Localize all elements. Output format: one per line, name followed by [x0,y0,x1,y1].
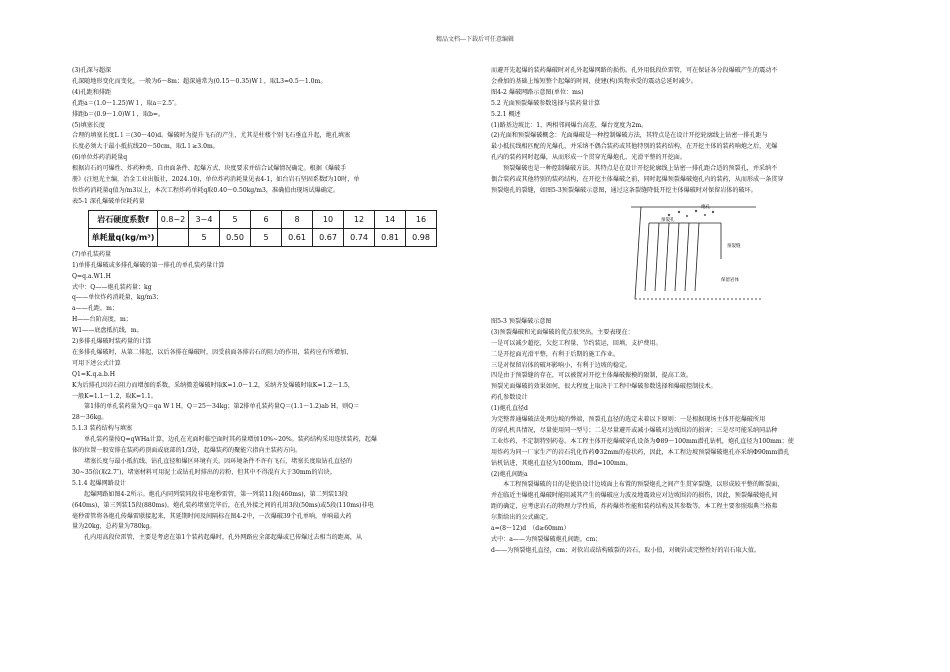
formula: Q=q.a.W1.H [72,272,111,280]
debris-mark [668,214,670,216]
presplit-diagram [621,199,771,311]
text-line: 长度必须大于最小抵抗线20～50cm，取L１≥3.0m。 [72,143,219,151]
table-cell: 12 [344,210,375,228]
text-line: 体的位置一般安排在装药药顶面或底部的1/3处，起爆装药的聚能穴指向主装药方向。 [72,447,302,455]
table-cell: 16 [406,210,437,228]
text-line: 钻机钻进，其炮孔直径为100mm，即d=100mm。 [491,459,632,467]
text-line: q——单位炸药消耗量，kg/m3； [72,294,163,302]
text-line: 起爆网路如图4-2所示。炮孔内同列装同段非电毫秒雷管，第一列装11段(460ms)，第二列装13段 [84,490,348,498]
hole-line [655,223,659,291]
text-line: (3)预裂爆破和光面爆破的优点很突出，主要表现在： [491,328,634,336]
text-line: (5)填塞长度 [72,121,106,129]
text-line: 1)单排孔爆破或多排孔爆破的第一排孔的单孔装药量计算 [72,261,225,269]
text-line: 2)多排孔爆破时装药量的计算 [72,338,152,346]
text-line: 本工程预裂爆破的目的是使沿设计边坡面上布置的预裂炮孔之间产生贯穿裂缝，以形成较平整的断裂面， [503,481,784,489]
table-caption: 表5-1 深孔爆破单位耗药量 [72,197,145,205]
text-line: 预裂光面爆破的效果如何，很大程度上取决于工程中爆破参数选择和爆破控制技术。 [491,383,717,391]
section-heading: 5.2 光面预裂爆破参数选择与装药量计算 [491,99,601,107]
left-column [72,66,464,544]
hole-line [675,223,679,291]
text-line: 一是可以减少超挖，欠挖工程量，节约装运，回填，支护费用。 [491,339,662,347]
table-cell: 0.61 [282,228,313,246]
text-line: 孔内用高段位雷管，主要是考虑在第1个装药起爆时，孔外网路应全部起爆或已传爆过去相当的距离，从 [84,534,363,542]
table-cell: 10 [313,210,344,228]
figure-caption: 图4-2 爆破网路示意图(单位：ms) [491,88,584,96]
table-header-cell: 岩石硬度系数f [89,210,158,228]
figure-caption: 图5-3 预裂爆破示意图 [491,317,552,325]
text-line: 三是对保留岩体的破坏影响小，有利于边坡的稳定。 [491,361,632,369]
text-line: 预裂炮孔的裂缝，如图5-3预裂爆破示意图，通过这条裂缝降低开挖主体爆破时对保留岩体的破坏。 [491,186,757,194]
text-line: 一般K=1.1～1.2，取K=1.1。 [72,392,157,400]
text-line: 用炸药为同一厂家生产的岩石乳化炸药Φ32mm的卷状药，因此，本工程边坡预裂爆破炮孔亦采纳Φ90mm潜孔 [491,448,790,456]
text-line: W1——底盘抵抗线，m。 [72,327,143,335]
text-line: a——孔距，m； [72,305,118,313]
section-heading: 5.1.3 装药结构与填塞 [72,425,133,433]
formula: Q1=K.q.a.b.H [72,370,116,378]
text-line: 并在临近主爆炮孔爆破时能阻减其产生的爆破应力波及地震效应对边坡围岩的损伤，因此，预裂爆破炮孔间 [491,492,778,500]
text-line: 30~35倍(取2.7″)，堵塞材料可用泥土或钻孔时排出的岩粉，但其中不得混有大于30mm的岩块。 [72,468,336,476]
text-line: 孔距a＝(1.0～1.25)W１，取a＝2.5″。 [72,99,181,107]
text-line: 孔内的装药同时起爆，从而形成一个贯穿光爆炮孔、光滑平整的开挖面。 [491,154,686,162]
section-heading: 药孔参数设计 [491,394,528,402]
text-line: 单孔装药量按Q=qWHa计算，边孔在光面时临空面时其药量增加10%~20%。装药结构采用连续装药，起爆 [84,436,377,444]
table-cell: 14 [375,210,406,228]
table-cell: 5 [220,210,251,228]
text-line: 距的确定，应考虑岩石的物理力学性质，炸药爆炸性能和装药结构及其参数等。本工程主要参照瑞典兰格弗 [491,503,778,511]
text-line: 四是由于预裂缝的存在，可以被置对开挖主体爆破振模的限制，提高工效。 [491,372,693,380]
text-line: 式中：a——为预裂爆破炮孔间距，cm； [491,536,602,543]
table-cell: 6 [251,210,282,228]
right-column [491,66,883,557]
table-cell: 0.8~2 [158,210,189,228]
slope-line [635,207,641,299]
formula: a=(8～12)d （d≥60mm） [491,525,570,533]
text-line: d——为预裂炮孔直径，cm；对软岩或结构破裂的岩石，取小值，对硬岩或完整性好的岩石取大值。 [491,546,761,554]
table-cell: 0.74 [344,228,375,246]
text-line: 位炸药消耗量q值为/m3以上，本次工程炸药单耗q取0.40～0.50kg/m3，准确值由现场试爆确定。 [72,186,340,194]
table-cell: 5 [251,228,282,246]
section-heading: 5.1.4 起爆网路设计 [72,479,127,487]
table-header-cell: 单耗量q(kg/m³) [89,228,158,246]
text-line: 堵塞长度与最小抵抗线、钻孔直径和爆区环境有关。因环境条件不许有飞石，堵塞长度取钻孔直径的 [84,458,353,465]
debris-mark [712,211,714,213]
debris-mark [704,214,706,216]
presplit-figure [491,199,883,314]
label-crack: 预裂缝 [727,243,741,249]
text-line: H——台阶高度，m； [72,316,132,324]
text-line: (4)孔距和排距 [72,88,112,96]
text-line: 预裂爆破也是一种控制爆破方法。其特点是在设计开挖轮廓线上钻密一排孔距合适的预裂孔，并采纳不 [503,165,778,173]
text-line: (6)单位炸药消耗量q [72,154,128,162]
text-line: (7)单孔装药量 [72,250,112,258]
text-line: 最小抵抗线相匹配的光爆孔，并采纳不偶合装药或其他特别的装药结构，在开挖主体的装药响炮之后，光爆 [491,143,778,151]
text-line: 毫秒雷管将各炮孔传爆雷联接起来，其延期时间及间隔标在图4-2中，一次爆破39个孔单响，单响最大药 [72,512,352,520]
table-cell: 0.81 [375,228,406,246]
debris-mark [695,210,697,212]
text-line: 在多排孔爆破时，从第二排起，以后各排在爆破时，因受前面各排岩石的阻力的作用，装药应有所增加， [72,348,353,356]
text-line: 为完整普通爆破法处理边坡的弊端，预裂孔直径的选定未着以下原则：一是根据现场主体开挖爆破所用 [491,416,766,424]
text-line: 可用下述公式计算 [72,359,121,367]
section-heading: 5.2.1 概述 [491,110,521,118]
label-holes: 炮孔 [701,204,710,210]
consumption-table [88,210,437,247]
text-line: 合理的填塞长度L１＝(30～40)d。爆破时为提升飞石的产生，尤其是柱楼个别飞石垂直升起，炮孔填塞 [72,132,351,140]
text-line: 尔斯给出的公式确定。 [491,514,552,522]
text-line: 根据岩石的可爆性、炸药种类、自由面条件、起爆方式、块度要求并结合试爆情况确定。根据《爆破手 [72,165,347,173]
text-line: 孔深随地形变化而变化，一般为6～8m；超深通常为(0.15～0.35)W１，取L3=0.5～1.0m。 [72,77,327,85]
debris-mark [678,211,680,213]
text-line: 量为20kg，总药量为780kg。 [72,523,156,531]
text-line: 会叠加的基础上缩短整个起爆的时间，使建(构)筑物承受的震动总延时减少。 [491,77,697,85]
text-line: (1)路基边坡比：1，两相邻间爆台高差，爆台宽度为2m。 [491,121,648,129]
text-line: 而避开先起爆的装药爆破时对孔外起爆网路的损伤。孔外用低段位雷管，可在保证各分段爆破产生的震动不 [491,67,778,74]
label-presplit-hole: 预裂孔 [661,217,675,223]
table-cell: 0.98 [406,228,437,246]
text-line: 第1排的单孔装药量为Q＝qa W１H，Q＝25～34kg；第2排单孔装药量Q＝(1.1～1.2)ab H，则Q＝ [84,403,360,411]
text-line: (3)孔深与超深 [72,67,112,74]
section-heading: (2)炮孔间距a [491,470,528,478]
hole-line [665,223,669,291]
text-line: 二是开挖面光滑平整，有利于后期的施工作业。 [491,350,619,358]
hole-line [695,223,699,291]
table-cell [158,228,189,246]
table-cell: 0.67 [313,228,344,246]
text-line: (2)光面和预裂爆破概念：光面爆破是一种控制爆破方法，其特点是在设计开挖轮廓线上钻密一排孔距与 [491,132,768,140]
hole-line [645,223,649,291]
table-cell: 0.50 [220,228,251,246]
text-line: 28～36kg。 [72,414,108,422]
debris-mark [686,215,688,217]
text-line: 册》(汪旭光主编，冶金工业出版社，2024.10)，单位炸药消耗量见表4-1，如台岩石坚固系数f为10时，单 [72,176,360,184]
label-retained-rock: 保留岩体 [721,277,739,283]
section-heading: (1)炮孔直径d [491,405,528,413]
text-line: 的穿孔机具情况，尽量使用同一型号；二是尽量避开或减小爆破对边坡围岩的损害；三是尽可能采纳同品种 [491,426,778,434]
table-cell: 5 [189,228,220,246]
text-line: 偶合装药或其他特别的装药结构，在开挖主体爆破之前，同时起爆预裂爆破炮孔内的装药，从而形成一条贯穿 [491,176,784,184]
table-cell: 8 [282,210,313,228]
table-row [89,210,437,228]
text-line: K为后排孔因岩石阻力而增加的系数，采纳微差爆破时取K=1.0～1.2，采纳齐发爆破时取K=1.2～1.5， [72,381,355,389]
text-line: 工业炸药，不定制特别药卷。本工程主体开挖爆破穿孔设备为Φ89～100mm潜孔钻机，炮孔直径为100mm；使 [491,437,794,445]
table-cell: 3~4 [189,210,220,228]
text-line: (640ms)，第三列装15段(880ms)。炮孔装药堵塞完毕后，在孔外接之间的孔用3段(50ms)或5段(110ms)非电 [72,501,374,509]
page-header: 精品文档---下载后可任意编辑 [435,36,515,43]
table-row [89,228,437,246]
hole-line [685,223,689,291]
text-line: 式中：Q——炮孔装药量；kg [72,283,152,291]
text-line: 排距b＝(0.9～1.0)W１，取b=。 [72,110,165,118]
